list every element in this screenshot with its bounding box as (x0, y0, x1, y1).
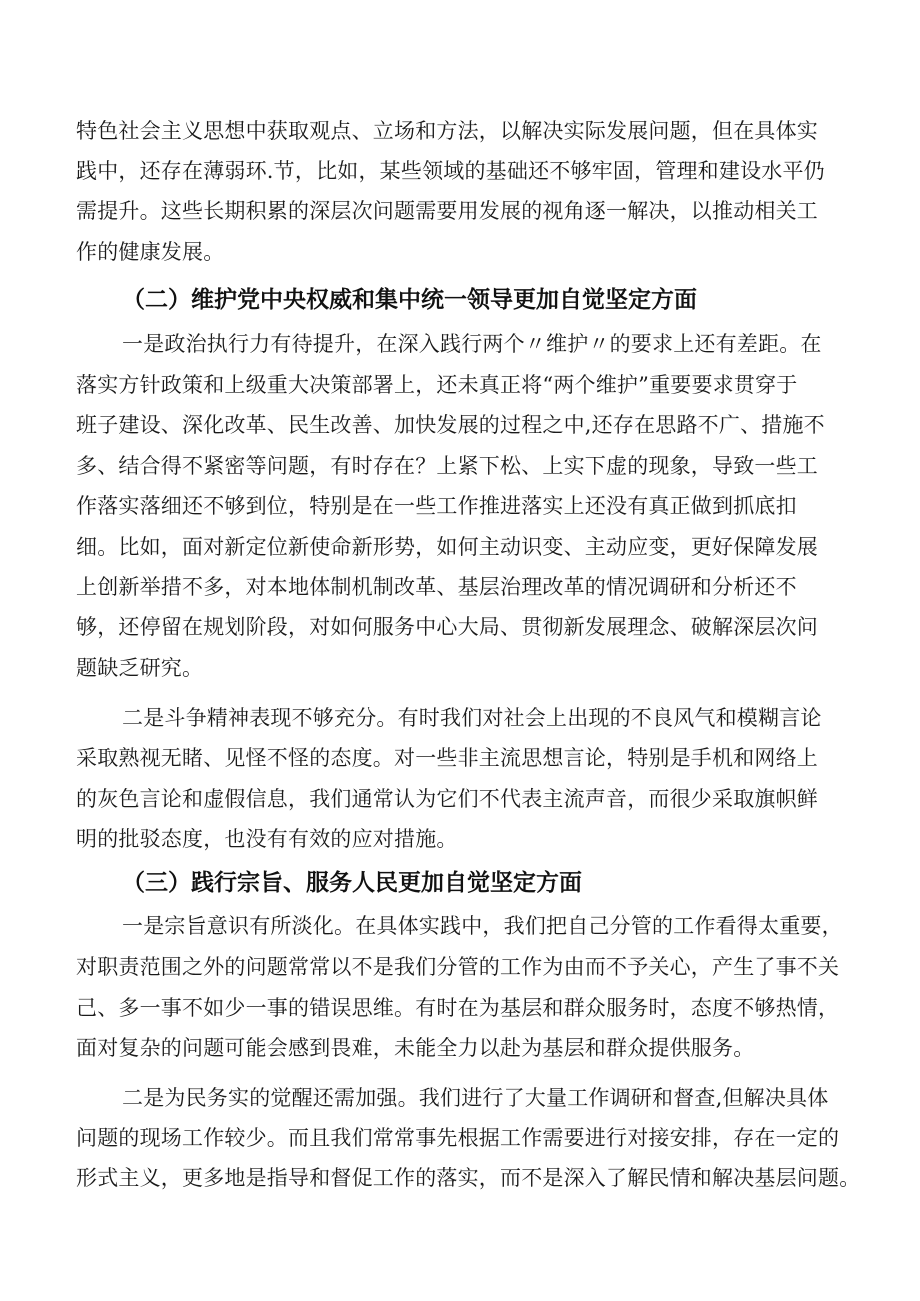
section2-para2-line-4: 明的批驳态度，也没有有效的应对措施。 (76, 827, 458, 851)
section2-para1-line-9: 题缺乏研究。 (76, 656, 204, 680)
section2-para1-line-5: 作落实落细还不够到位，特别是在一些工作推进落实上还没有真正做到抓底扣 (76, 494, 797, 518)
section2-para1-line-2: 落实方针政策和上级重大决策部署上，还未真正将“两个维护”重要要求贯穿于 (76, 373, 798, 397)
section3-para1-line-3: 己、多一事不如少一事的错误思维。有时在为基层和群众服务时，态度不够热情， (76, 996, 840, 1020)
intro-line-1: 特色社会主义思想中获取观点、立场和方法，以解决实际发展问题，但在具体实 (76, 119, 818, 143)
section2-para1-line-8: 够，还停留在规划阶段，对如何服务中心大局、贯彻新发展理念、破解深层次问 (76, 615, 818, 639)
section-heading-3: （三）践行宗旨、服务人民更加自觉坚定方面 (122, 870, 582, 896)
intro-line-3: 需提升。这些长期积累的深层次问题需要用发展的视角逐一解决，以推动相关工 (76, 199, 818, 223)
section2-para2-line-3: 的灰色言论和虚假信息，我们通常认为它们不代表主流声音，而很少采取旗帜鲜 (76, 787, 818, 811)
section3-para2-line-1: 二是为民务实的觉醒还需加强。我们进行了大量工作调研和督查,但解决具体 (122, 1086, 829, 1110)
section3-para1-line-1: 一是宗旨意识有所淡化。在具体实践中，我们把自己分管的工作看得太重要， (122, 914, 843, 938)
section2-para2-line-2: 采取熟视无睹、见怪不怪的态度。对一些非主流思想言论，特别是手机和网络上 (76, 746, 818, 770)
section3-para2-line-2: 问题的现场工作较少。而且我们常常事先根据工作需要进行对接安排，存在一定的 (76, 1126, 840, 1150)
section3-para1-line-2: 对职责范围之外的问题常常以不是我们分管的工作为由而不予关心，产生了事不关 (76, 955, 840, 979)
section2-para2-line-1: 二是斗争精神表现不够充分。有时我们对社会上出现的不良风气和模糊言论 (122, 706, 822, 730)
section2-para1-line-3: 班子建设、深化改革、民生改善、加快发展的过程之中,还存在思路不广、措施不 (76, 413, 825, 437)
section2-para1-line-6: 细。比如，面对新定位新使命新形势，如何主动识变、主动应变，更好保障发展 (76, 535, 818, 559)
section2-para1-line-7: 上创新举措不多，对本地体制机制改革、基层治理改革的情况调研和分析还不 (76, 575, 797, 599)
section-heading-2: （二）维护党中央权威和集中统一领导更加自觉坚定方面 (122, 287, 697, 313)
section3-para2-line-3: 形式主义，更多地是指导和督促工作的落实，而不是深入了解民情和解决基层问题。 (76, 1166, 861, 1190)
section2-para1-line-1: 一是政治执行力有待提升，在深入践行两个〃维护〃的要求上还有差距。在 (122, 332, 822, 356)
intro-line-4: 作的健康发展。 (76, 240, 225, 264)
section3-para1-line-4: 面对复杂的问题可能会感到畏难，未能全力以赴为基层和群众提供服务。 (76, 1036, 755, 1060)
intro-line-2: 践中，还存在薄弱环.节，比如，某些领域的基础还不够牢固，管理和建设水平仍 (76, 159, 825, 183)
section2-para1-line-4: 多、结合得不紧密等问题，有时存在？上紧下松、上实下虚的现象，导致一些工 (76, 454, 818, 478)
